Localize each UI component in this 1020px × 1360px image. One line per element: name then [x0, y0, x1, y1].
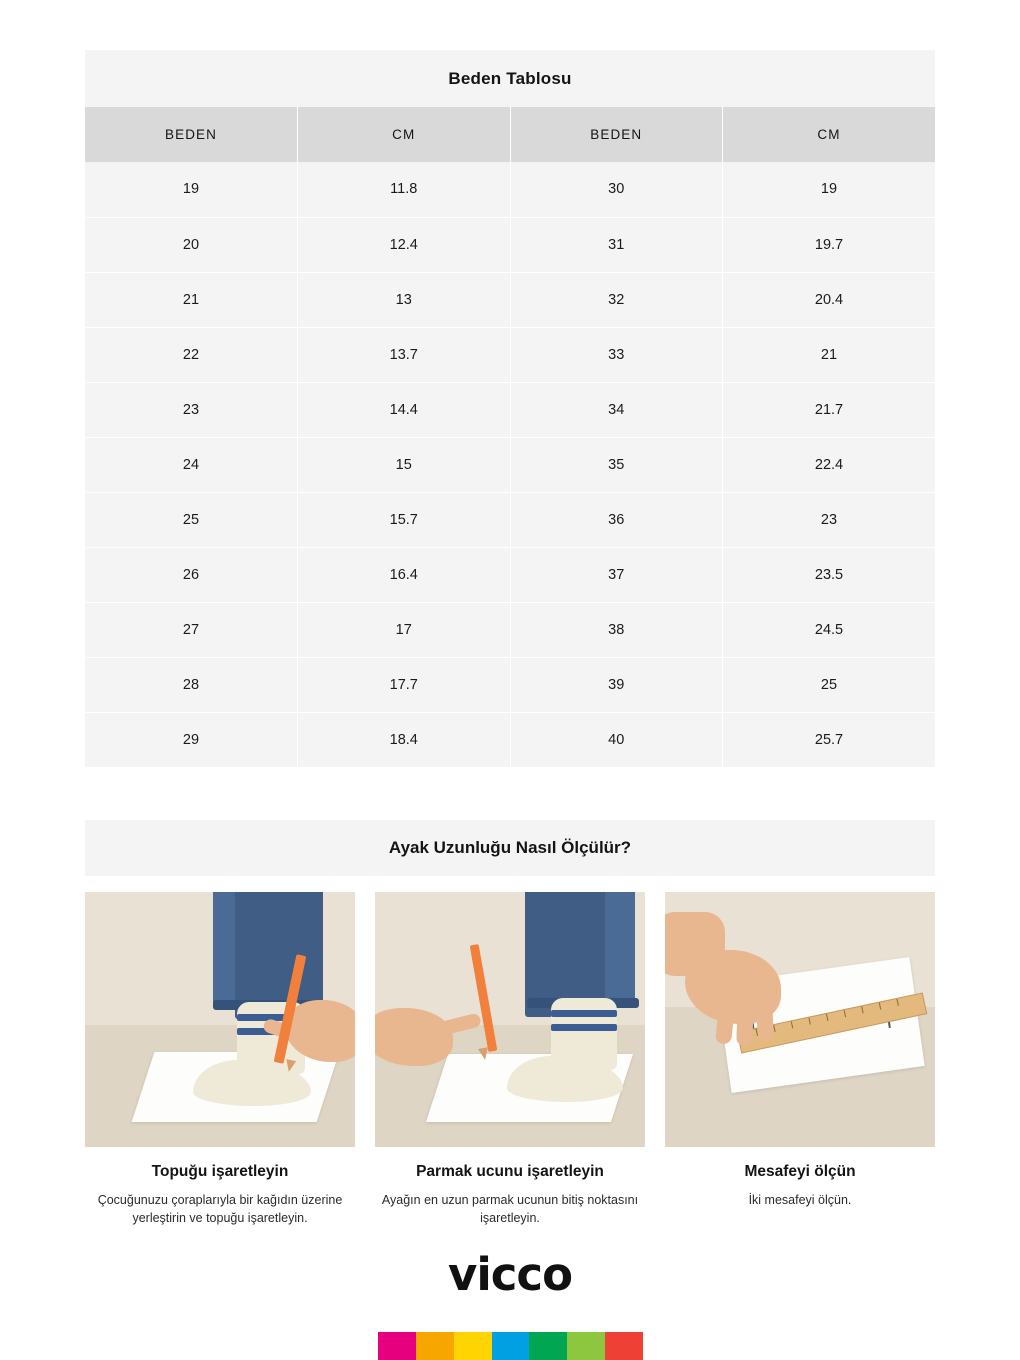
cell-beden-2: 40 — [510, 712, 723, 767]
cell-cm-1: 15.7 — [298, 492, 511, 547]
ruler-tick — [861, 1006, 863, 1013]
cell-cm-2: 25.7 — [723, 712, 936, 767]
color-swatch-5 — [529, 1332, 567, 1360]
cell-cm-2: 21.7 — [723, 382, 936, 437]
table-row — [85, 327, 935, 382]
cell-cm-2: 22.4 — [723, 437, 936, 492]
table-row — [85, 602, 935, 657]
ruler-tick — [879, 1003, 881, 1010]
cell-beden-1: 23 — [85, 382, 298, 437]
step-1-heading: Topuğu işaretleyin — [151, 1163, 289, 1180]
forearm — [665, 912, 725, 976]
cell-beden-2: 38 — [510, 602, 723, 657]
sock-stripe — [551, 1010, 617, 1017]
size-table-title-bar — [85, 50, 935, 107]
cell-cm-2: 20.4 — [723, 272, 936, 327]
cell-cm-1: 16.4 — [298, 547, 511, 602]
table-row — [85, 272, 935, 327]
color-swatch-2 — [416, 1332, 454, 1360]
size-table-head — [85, 107, 935, 162]
howto-step-3 — [665, 892, 935, 1227]
column-header-cm-1: CM — [298, 107, 511, 162]
cell-beden-1: 27 — [85, 602, 298, 657]
cell-beden-2: 31 — [510, 217, 723, 272]
cell-beden-2: 36 — [510, 492, 723, 547]
cell-cm-2: 25 — [723, 657, 936, 712]
cell-cm-1: 13 — [298, 272, 511, 327]
cell-cm-2: 23 — [723, 492, 936, 547]
cell-cm-1: 11.8 — [298, 162, 511, 217]
color-swatch-7 — [605, 1332, 643, 1360]
pencil-tip — [478, 1047, 490, 1061]
page-title: Beden Tablosu — [448, 68, 572, 88]
heel-marking-photo — [85, 892, 355, 1147]
cell-cm-2: 21 — [723, 327, 936, 382]
table-row — [85, 492, 935, 547]
howto-cards — [85, 892, 935, 1227]
finger — [756, 1000, 774, 1041]
toe-marking-photo — [375, 892, 645, 1147]
table-row — [85, 382, 935, 437]
step-2-description: Ayağın en uzun parmak ucunun bitiş noktasını işaretleyin. — [381, 1193, 639, 1226]
column-header-cm-2: CM — [723, 107, 936, 162]
cell-beden-2: 35 — [510, 437, 723, 492]
howto-title: Ayak Uzunluğu Nasıl Ölçülür? — [388, 838, 632, 857]
size-table-section — [85, 50, 935, 768]
table-row — [85, 217, 935, 272]
size-table — [85, 107, 935, 768]
ruler-tick — [896, 999, 898, 1006]
cell-beden-1: 21 — [85, 272, 298, 327]
table-row — [85, 162, 935, 217]
step-3-description: İki mesafeyi ölçün. — [748, 1193, 852, 1207]
cell-cm-1: 17 — [298, 602, 511, 657]
color-swatch-4 — [492, 1332, 530, 1360]
cell-cm-1: 18.4 — [298, 712, 511, 767]
ruler-tick — [826, 1014, 828, 1021]
table-row — [85, 437, 935, 492]
cell-cm-2: 23.5 — [723, 547, 936, 602]
cell-beden-2: 30 — [510, 162, 723, 217]
table-row — [85, 657, 935, 712]
cell-cm-1: 15 — [298, 437, 511, 492]
cell-cm-1: 12.4 — [298, 217, 511, 272]
brand-color-bar — [378, 1332, 643, 1360]
howto-step-1 — [85, 892, 355, 1227]
table-row — [85, 712, 935, 767]
howto-section — [85, 820, 935, 1227]
cell-beden-1: 25 — [85, 492, 298, 547]
color-swatch-1 — [378, 1332, 416, 1360]
step-1-description: Çocuğunuzu çoraplarıyla bir kağıdın üzerine yerleştirin ve topuğu işaretleyin. — [97, 1193, 343, 1226]
finger — [736, 1002, 754, 1047]
cell-beden-1: 28 — [85, 657, 298, 712]
cell-cm-2: 19.7 — [723, 217, 936, 272]
cell-beden-2: 33 — [510, 327, 723, 382]
cell-beden-1: 20 — [85, 217, 298, 272]
cell-cm-2: 24.5 — [723, 602, 936, 657]
color-swatch-6 — [567, 1332, 605, 1360]
howto-step-2 — [375, 892, 645, 1227]
cell-beden-1: 26 — [85, 547, 298, 602]
cell-beden-1: 19 — [85, 162, 298, 217]
cell-cm-1: 14.4 — [298, 382, 511, 437]
size-table-body — [85, 162, 935, 767]
cell-beden-1: 24 — [85, 437, 298, 492]
step-2-heading: Parmak ucunu işaretleyin — [416, 1163, 604, 1180]
cell-beden-2: 32 — [510, 272, 723, 327]
column-header-beden-1: BEDEN — [85, 107, 298, 162]
table-row — [85, 547, 935, 602]
brand-logo: vicco — [447, 1248, 573, 1301]
cell-beden-2: 39 — [510, 657, 723, 712]
sock-stripe — [551, 1024, 617, 1031]
ruler-tick — [791, 1021, 793, 1028]
color-swatch-3 — [454, 1332, 492, 1360]
cell-beden-1: 29 — [85, 712, 298, 767]
cell-beden-2: 34 — [510, 382, 723, 437]
cell-cm-1: 13.7 — [298, 327, 511, 382]
ruler-measuring-photo — [665, 892, 935, 1147]
ruler-tick — [808, 1018, 810, 1025]
column-header-beden-2: BEDEN — [510, 107, 723, 162]
footer — [0, 1240, 1020, 1360]
ruler-tick — [844, 1010, 846, 1017]
howto-title-bar — [85, 820, 935, 876]
cell-beden-1: 22 — [85, 327, 298, 382]
cell-cm-1: 17.7 — [298, 657, 511, 712]
cell-beden-2: 37 — [510, 547, 723, 602]
step-3-heading: Mesafeyi ölçün — [744, 1163, 856, 1180]
cell-cm-2: 19 — [723, 162, 936, 217]
table-header-row — [85, 107, 935, 162]
